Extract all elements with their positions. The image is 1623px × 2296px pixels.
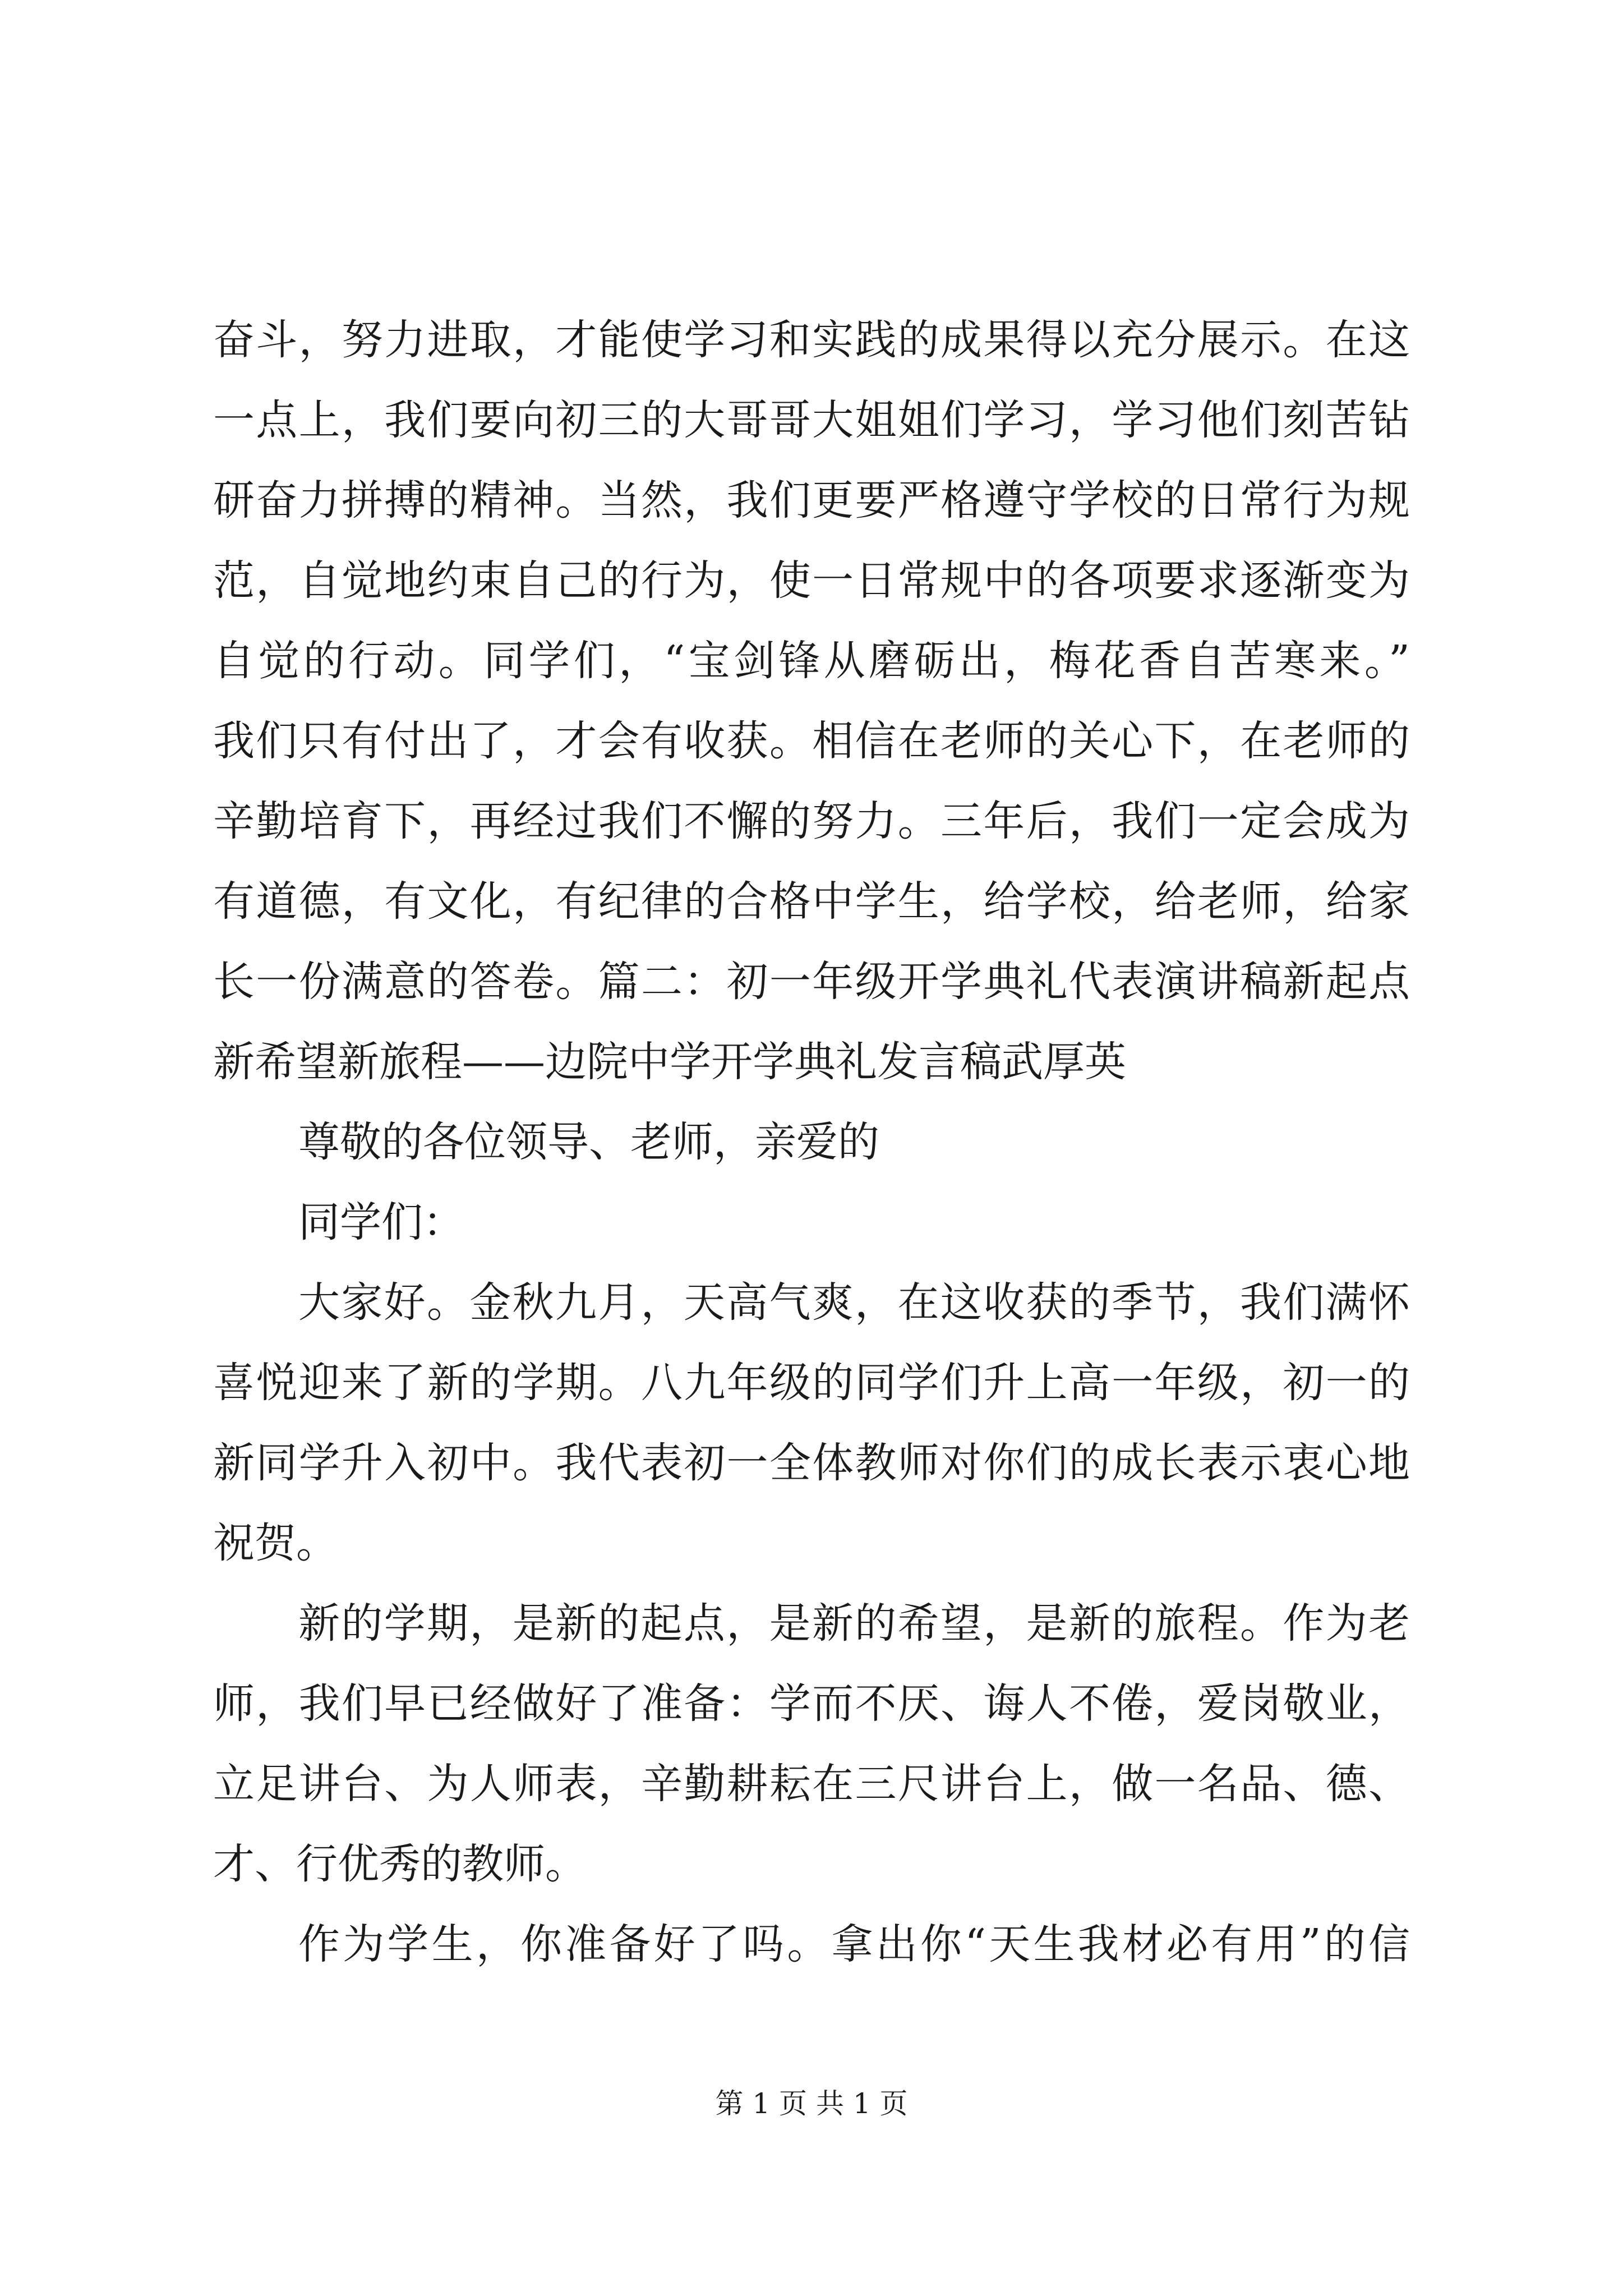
text-line: 长一份满意的答卷。篇二：初一年级开学典礼代表演讲稿新起点 bbox=[213, 958, 1410, 1006]
page-number-footer: 第 1 页 共 1 页 bbox=[715, 2087, 908, 2120]
text-line: 研奋力拼搏的精神。当然，我们更要严格遵守学校的日常行为规 bbox=[213, 476, 1410, 524]
salutation-line: 同学们： bbox=[298, 1198, 464, 1246]
text-line: 祝贺。 bbox=[213, 1519, 338, 1567]
text-line: 喜悦迎来了新的学期。八九年级的同学们升上高一年级，初一的 bbox=[213, 1359, 1410, 1407]
text-line: 自觉的行动。同学们，“宝剑锋从磨砺出，梅花香自苦寒来。” bbox=[213, 637, 1410, 685]
text-line: 我们只有付出了，才会有收获。相信在老师的关心下，在老师的 bbox=[213, 717, 1410, 765]
text-line: 辛勤培育下，再经过我们不懈的努力。三年后，我们一定会成为 bbox=[213, 797, 1410, 845]
paragraph-first-line: 作为学生，你准备好了吗。拿出你“天生我材必有用”的信 bbox=[298, 1920, 1410, 1968]
text-line: 师，我们早已经做好了准备：学而不厌、诲人不倦，爱岗敬业， bbox=[213, 1680, 1410, 1728]
text-line: 范，自觉地约束自己的行为，使一日常规中的各项要求逐渐变为 bbox=[213, 556, 1410, 605]
text-line: 奋斗，努力进取，才能使学习和实践的成果得以充分展示。在这 bbox=[213, 316, 1410, 364]
text-line: 新希望新旅程——边院中学开学典礼发言稿武厚英 bbox=[213, 1038, 1126, 1086]
text-line: 立足讲台、为人师表，辛勤耕耘在三尺讲台上，做一名品、德、 bbox=[213, 1760, 1410, 1808]
paragraph-first-line: 新的学期，是新的起点，是新的希望，是新的旅程。作为老 bbox=[298, 1599, 1410, 1648]
text-line: 一点上，我们要向初三的大哥哥大姐姐们学习，学习他们刻苦钻 bbox=[213, 396, 1410, 444]
text-line: 新同学升入初中。我代表初一全体教师对你们的成长表示衷心地 bbox=[213, 1439, 1410, 1487]
text-line: 才、行优秀的教师。 bbox=[213, 1840, 587, 1888]
text-line: 有道德，有文化，有纪律的合格中学生，给学校，给老师，给家 bbox=[213, 877, 1410, 926]
document-body bbox=[213, 300, 1410, 1985]
salutation-line: 尊敬的各位领导、老师，亲爱的 bbox=[298, 1118, 879, 1166]
paragraph-first-line: 大家好。金秋九月，天高气爽，在这收获的季节，我们满怀 bbox=[298, 1278, 1410, 1327]
